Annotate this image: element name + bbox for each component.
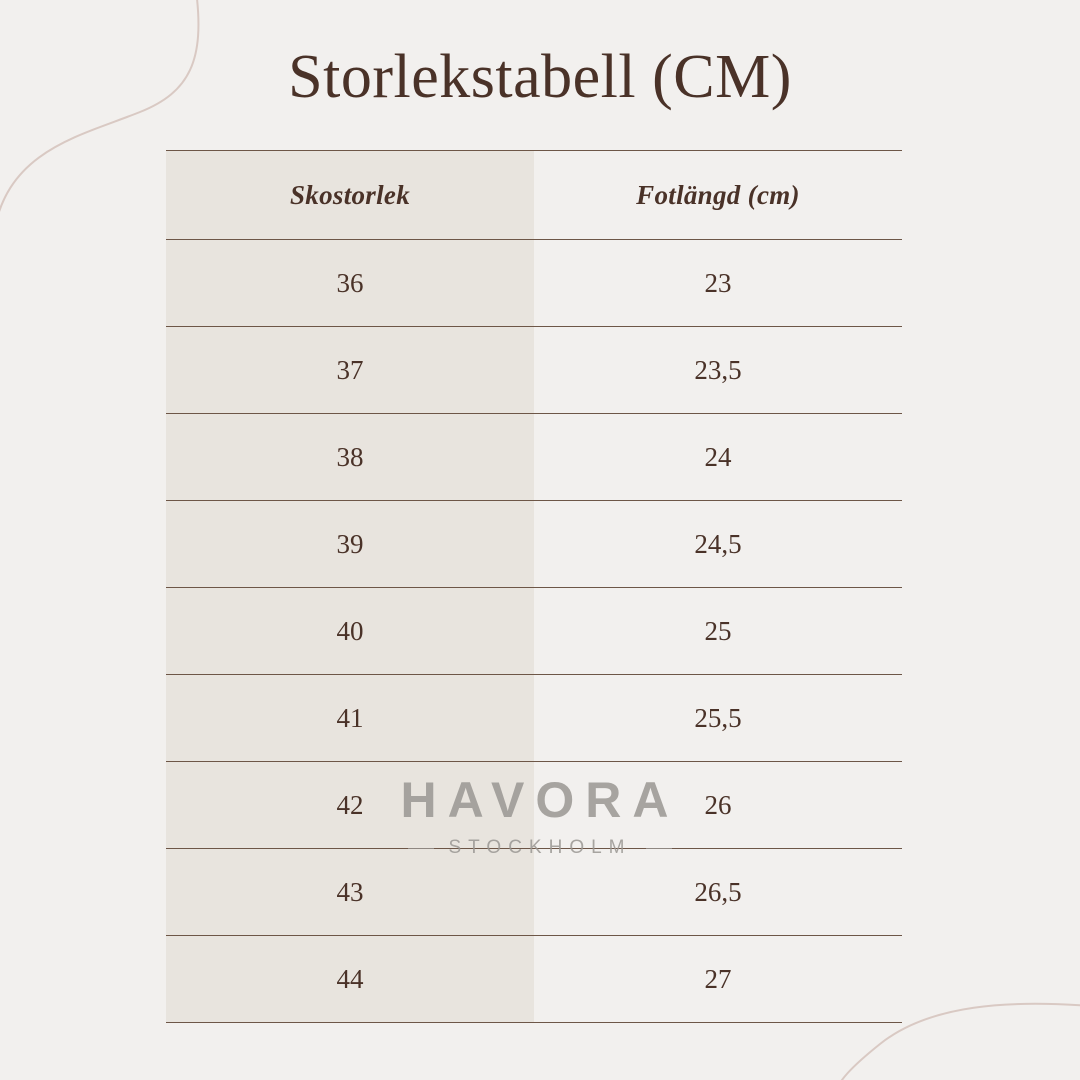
cell-shoe-size: 43 <box>166 849 534 936</box>
cell-foot-length: 23,5 <box>534 327 902 414</box>
cell-shoe-size: 40 <box>166 588 534 675</box>
table-header-row <box>166 151 902 240</box>
cell-foot-length: 24 <box>534 414 902 501</box>
watermark-location-label: STOCKHOLM <box>448 837 632 858</box>
column-header-foot-length: Fotlängd (cm) <box>534 151 902 240</box>
page-title: Storlekstabell (CM) <box>288 43 792 111</box>
table-body <box>166 240 902 1023</box>
cell-foot-length: 26 <box>534 762 902 849</box>
table-row <box>166 762 902 849</box>
column-header-shoe-size: Skostorlek <box>166 151 534 240</box>
size-chart-table-wrapper <box>166 150 902 1023</box>
cell-foot-length: 25 <box>534 588 902 675</box>
cell-foot-length: 25,5 <box>534 675 902 762</box>
table-head <box>166 151 902 240</box>
cell-shoe-size: 39 <box>166 501 534 588</box>
cell-shoe-size: 38 <box>166 414 534 501</box>
table-row <box>166 936 902 1023</box>
table-row <box>166 675 902 762</box>
table-row <box>166 588 902 675</box>
cell-shoe-size: 42 <box>166 762 534 849</box>
cell-shoe-size: 44 <box>166 936 534 1023</box>
table-row <box>166 240 902 327</box>
cell-foot-length: 27 <box>534 936 902 1023</box>
cell-shoe-size: 37 <box>166 327 534 414</box>
table-row <box>166 501 902 588</box>
table-row <box>166 327 902 414</box>
cell-foot-length: 26,5 <box>534 849 902 936</box>
cell-shoe-size: 36 <box>166 240 534 327</box>
cell-shoe-size: 41 <box>166 675 534 762</box>
table-row <box>166 849 902 936</box>
cell-foot-length: 24,5 <box>534 501 902 588</box>
cell-foot-length: 23 <box>534 240 902 327</box>
watermark-brand-name: HAVORA <box>400 772 680 828</box>
table-row <box>166 414 902 501</box>
size-chart-table <box>166 150 902 1023</box>
